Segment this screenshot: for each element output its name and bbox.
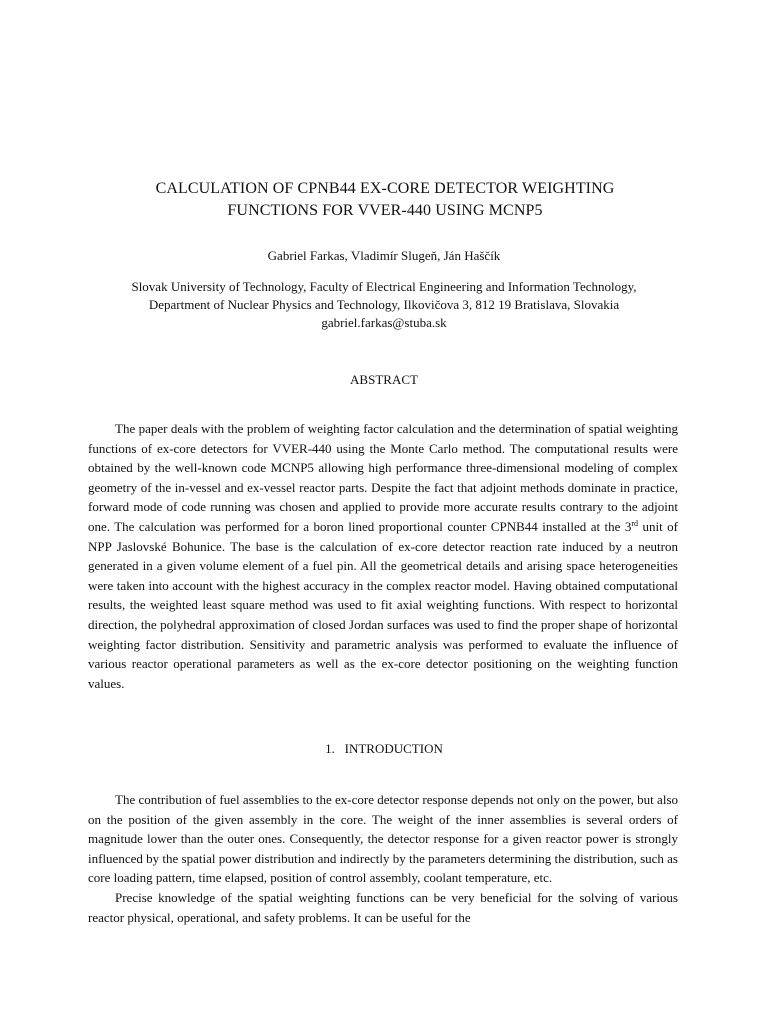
introduction-heading: 1. INTRODUCTION xyxy=(325,741,443,756)
title-line-2: FUNCTIONS FOR VVER-440 USING MCNP5 xyxy=(227,202,543,219)
ordinal-superscript: rd xyxy=(631,518,639,528)
abstract-text-part-2: unit of NPP Jaslovské Bohunice. The base is the calculation of ex-core detector reaction rate induced by a neutron generated in a given volume element of a fuel pin. All the geometrical details and arising space heterogeneities were taken into account with the highest accuracy in the complex reactor model. Having obtained computational results, the weighted least square method was used to fit axial weighting functions. With respect to horizontal direction, the polyhedral approximation of closed Jordan surfaces was used to find the proper shape of horizontal weighting factor distribution. Sensitivity and parametric analysis was performed to evaluate the influence of various reactor operational parameters as well as the ex-core detector positioning on the weighting function values. xyxy=(88,518,678,691)
author-email: gabriel.farkas@stuba.sk xyxy=(321,315,447,330)
affiliation-line-1: Slovak University of Technology, Faculty of Electrical Engineering and Information Technology, xyxy=(131,279,637,294)
affiliation-line-2: Department of Nuclear Physics and Technology, Ilkovičova 3, 812 19 Bratislava, Slovakia xyxy=(148,297,620,312)
affiliation xyxy=(60,278,708,314)
introduction-paragraph-2: Precise knowledge of the spatial weighting functions can be very beneficial for the solving of various reactor physical, operational, and safety problems. It can be useful for the xyxy=(88,890,678,925)
title-line-1: CALCULATION OF CPNB44 EX-CORE DETECTOR WEIGHTING xyxy=(155,180,615,197)
abstract-text-part-1: The paper deals with the problem of weighting factor calculation and the determination of spatial weighting functions of ex-core detectors for VVER-440 using the Monte Carlo method. The computational results were obtained by the well-known code MCNP5 allowing high performance three-dimensional modeling of complex geometry of the in-vessel and ex-vessel reactor parts. Despite the fact that adjoint methods dominate in practice, forward mode of code running was chosen and applied to provide more accurate results contrary to the adjoint one. The calculation was performed for a boron lined proportional counter CPNB44 installed at the 3 xyxy=(88,421,678,534)
abstract-heading: ABSTRACT xyxy=(350,372,418,387)
introduction-paragraph-1: The contribution of fuel assemblies to the ex-core detector response depends not only on the power, but also on the position of the given assembly in the core. The weight of the inner assemblies is several orders of magnitude lower than the outer ones. Consequently, the detector response for a given reactor power is strongly influenced by the spatial power distribution and indirectly by the parameters determining the distribution, such as core loading pattern, time elapsed, position of control assembly, coolant temperature, etc. xyxy=(88,792,678,886)
abstract-paragraph xyxy=(88,419,678,693)
author-list: Gabriel Farkas, Vladimír Slugeň, Ján Haščík xyxy=(267,248,501,263)
paper-title xyxy=(90,178,680,222)
